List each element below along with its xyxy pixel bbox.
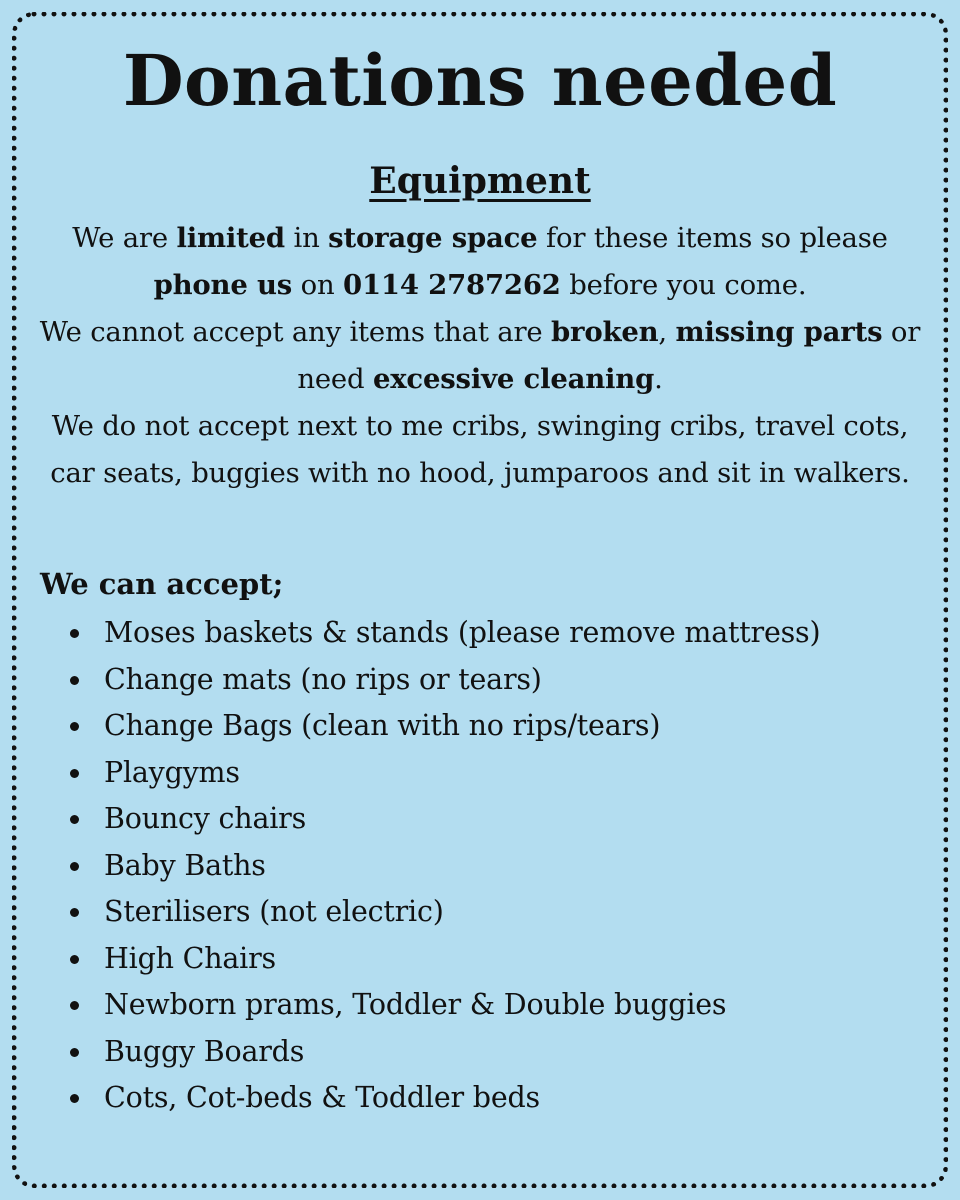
- list-item-label: Change Bags (clean with no rips/tears): [104, 709, 661, 742]
- list-item: [60, 889, 940, 936]
- list-item-label: Newborn prams, Toddler & Double buggies: [104, 988, 727, 1021]
- list-item-label: High Chairs: [104, 941, 276, 975]
- list-item: [60, 610, 940, 657]
- phone-number: 0114 2787262: [343, 269, 561, 301]
- intro-text: We cannot accept any items that are: [39, 316, 551, 348]
- intro-text: in: [284, 222, 329, 254]
- intro-emphasis-broken: broken: [551, 316, 659, 348]
- list-item-label: Sterilisers (not electric): [104, 895, 444, 928]
- not-accepted-text: We do not accept next to me cribs, swinging cribs, travel cots, car seats, buggies with no hood, jumparoos and sit in walkers.: [50, 410, 910, 489]
- list-item-label: Playgyms: [104, 755, 240, 789]
- equipment-heading: Equipment: [369, 160, 591, 202]
- list-item: [60, 936, 940, 983]
- list-item-label: Cots, Cot-beds & Toddler beds: [104, 1081, 540, 1114]
- bullet-icon: [70, 908, 79, 917]
- intro-text: ,: [658, 316, 676, 348]
- accept-heading: We can accept;: [40, 567, 284, 601]
- intro-emphasis-excessive-cleaning: excessive cleaning: [372, 363, 655, 395]
- list-item: [60, 982, 940, 1029]
- intro-text: before you come.: [560, 269, 807, 301]
- list-item: [60, 843, 940, 890]
- bullet-icon: [70, 862, 79, 871]
- intro-emphasis-phone-us: phone us: [153, 269, 293, 301]
- list-item-label: Baby Baths: [104, 848, 266, 882]
- intro-emphasis-missing-parts: missing parts: [675, 316, 883, 348]
- bullet-icon: [70, 722, 79, 731]
- bullet-icon: [70, 815, 79, 824]
- list-item-label: Bouncy chairs: [104, 802, 307, 835]
- list-item: [60, 796, 940, 843]
- list-item: [60, 1075, 940, 1122]
- bullet-icon: [70, 769, 79, 778]
- accept-list: [60, 610, 940, 1122]
- list-item: [60, 750, 940, 797]
- bullet-icon: [70, 676, 79, 685]
- bullet-icon: [70, 955, 79, 964]
- list-item-label: Change mats (no rips or tears): [104, 662, 542, 696]
- bullet-icon: [70, 1001, 79, 1010]
- intro-emphasis-storage-space: storage space: [328, 222, 538, 254]
- intro-paragraph: [30, 215, 930, 497]
- intro-text: .: [654, 363, 663, 395]
- bullet-icon: [70, 1048, 79, 1057]
- intro-text: on: [292, 269, 344, 301]
- list-item-label: Buggy Boards: [104, 1034, 305, 1068]
- list-item: [60, 703, 940, 750]
- bullet-icon: [70, 1094, 79, 1103]
- list-item: [60, 657, 940, 704]
- list-item: [60, 1029, 940, 1076]
- bullet-icon: [70, 629, 79, 638]
- intro-emphasis-limited: limited: [176, 222, 285, 254]
- intro-text: for these items so please: [537, 222, 888, 254]
- intro-text: or need: [297, 316, 921, 395]
- poster-title: Donations needed: [122, 39, 838, 122]
- intro-text: We are: [72, 222, 177, 254]
- list-item-label: Moses baskets & stands (please remove mattress): [104, 616, 821, 649]
